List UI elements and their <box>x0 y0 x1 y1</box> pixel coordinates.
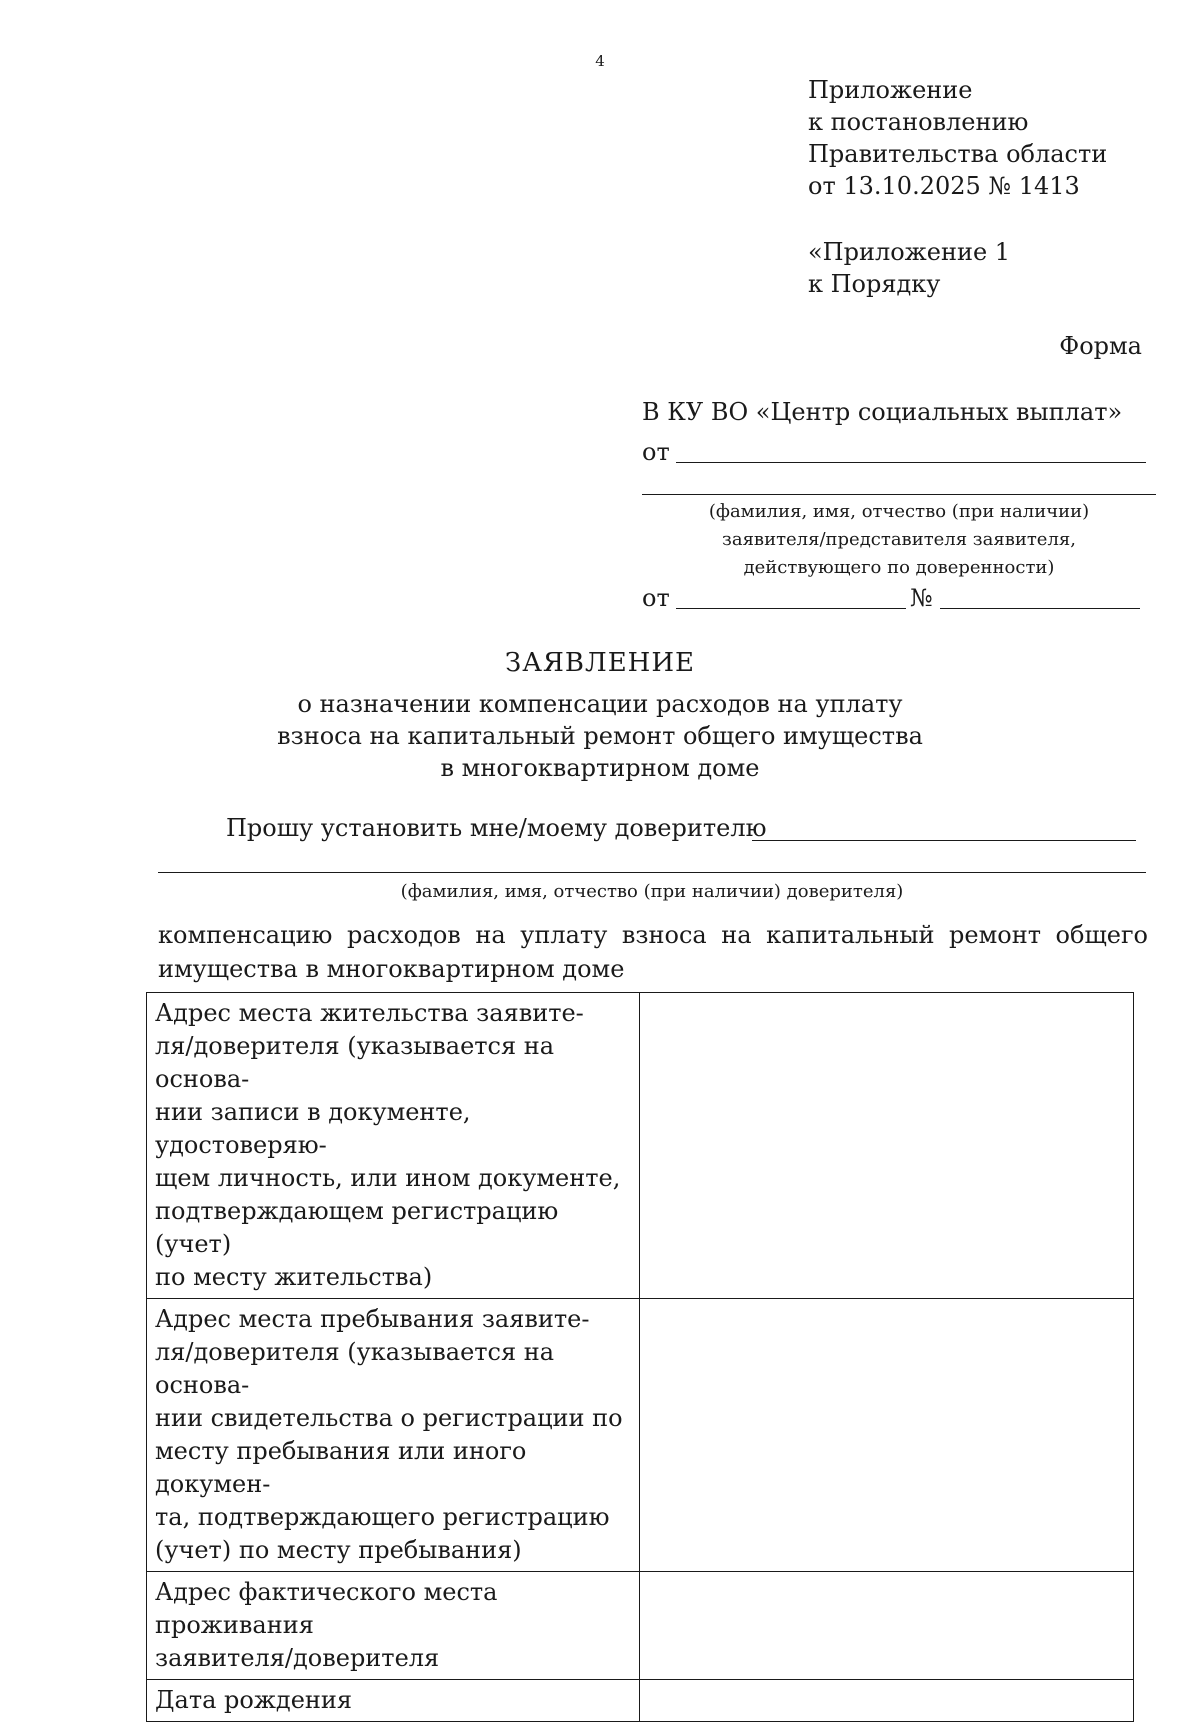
applicant-name-line[interactable] <box>676 462 1146 463</box>
doc-number-label: № <box>910 584 933 612</box>
applicant-hint <box>642 498 1156 582</box>
residence-address-value[interactable] <box>640 993 1134 1299</box>
document-title: ЗАЯВЛЕНИЕ <box>505 648 695 678</box>
birth-date-value[interactable] <box>640 1680 1134 1722</box>
applicant-name-line-2[interactable] <box>642 494 1156 495</box>
residence-address-label <box>147 993 640 1299</box>
table-row <box>147 1680 1134 1722</box>
table-row <box>147 1572 1134 1680</box>
cell-line: Адрес места пребывания заявите- <box>155 1305 590 1333</box>
stay-address-value[interactable] <box>640 1299 1134 1572</box>
trustee-name-line-2[interactable] <box>158 872 1146 873</box>
appendix-header <box>808 74 1107 202</box>
stay-address-label <box>147 1299 640 1572</box>
actual-address-label <box>147 1572 640 1680</box>
form-label: Форма <box>1059 332 1142 360</box>
appendix-line: Правительства области <box>808 140 1108 168</box>
address-table <box>146 992 1134 1722</box>
page-number: 4 <box>595 52 605 70</box>
subtitle-line: о назначении компенсации расходов на уплату <box>297 690 903 718</box>
cell-line: нии свидетельства о регистрации по <box>155 1404 623 1432</box>
doc-number-line[interactable] <box>940 608 1140 609</box>
from-label: от <box>642 438 670 466</box>
request-text: Прошу установить мне/моему доверителю <box>226 814 767 842</box>
recipient-line: В КУ ВО «Центр социальных выплат» <box>642 398 1123 426</box>
subtitle-line: взноса на капитальный ремонт общего имущества <box>277 722 923 750</box>
actual-address-value[interactable] <box>640 1572 1134 1680</box>
table-row <box>147 993 1134 1299</box>
cell-line: ля/доверителя (указывается на основа- <box>155 1032 555 1093</box>
appendix-sub-line: «Приложение 1 <box>808 238 1011 266</box>
cell-line: Дата рождения <box>155 1686 353 1714</box>
birth-date-label <box>147 1680 640 1722</box>
cell-line: щем личность, или ином документе, <box>155 1164 621 1192</box>
cell-line: по месту жительства) <box>155 1263 433 1291</box>
cell-line: та, подтверждающего регистрацию <box>155 1503 610 1531</box>
cell-line: подтверждающем регистрацию (учет) <box>155 1197 559 1258</box>
cell-line: (учет) по месту пребывания) <box>155 1536 522 1564</box>
doc-date-label: от <box>642 584 670 612</box>
cell-line: Адрес места жительства заявите- <box>155 999 584 1027</box>
appendix-sub-line: к Порядку <box>808 270 941 298</box>
document-subtitle <box>0 688 1200 784</box>
appendix-line: Приложение <box>808 76 973 104</box>
trustee-name-line[interactable] <box>752 840 1136 841</box>
cell-line: Адрес фактического места проживания <box>155 1578 498 1639</box>
appendix-line: от 13.10.2025 № 1413 <box>808 172 1080 200</box>
doc-date-line[interactable] <box>676 608 906 609</box>
table-row <box>147 1299 1134 1572</box>
request-continuation: компенсацию расходов на уплату взноса на капитальный ремонт общего имущества в многоквартирном доме <box>158 921 1148 983</box>
cell-line: ля/доверителя (указывается на основа- <box>155 1338 555 1399</box>
appendix-line: к постановлению <box>808 108 1029 136</box>
cell-line: месту пребывания или иного докумен- <box>155 1437 527 1498</box>
cell-line: нии записи в документе, удостоверяю- <box>155 1098 471 1159</box>
hint-line: заявителя/представителя заявителя, <box>722 529 1076 550</box>
hint-line: действующего по доверенности) <box>743 557 1055 578</box>
cell-line: заявителя/доверителя <box>155 1644 440 1672</box>
subtitle-line: в многоквартирном доме <box>440 754 760 782</box>
appendix-sub-header <box>808 236 1010 300</box>
trustee-hint: (фамилия, имя, отчество (при наличии) доверителя) <box>400 881 904 902</box>
hint-line: (фамилия, имя, отчество (при наличии) <box>708 501 1090 522</box>
